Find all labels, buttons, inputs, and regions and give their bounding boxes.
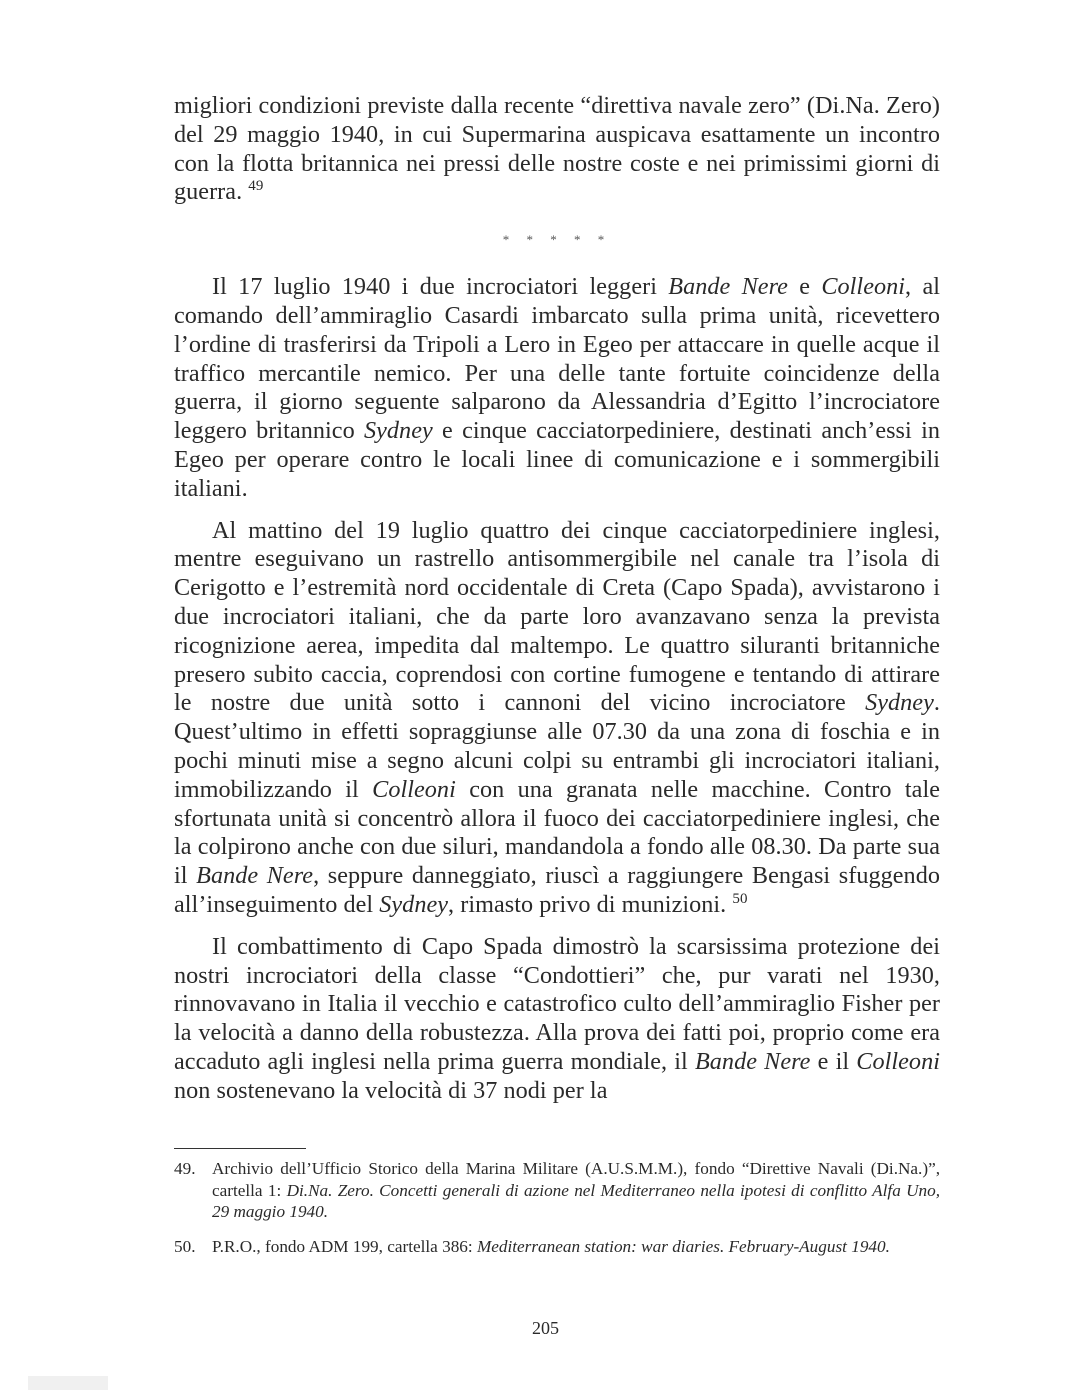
footnote-text: Archivio dell’Ufficio Storico della Marina Militare (A.U.S.M.M.), fondo “Direttive Navali (Di.Na.)”, cartella 1: Di.Na. Zero. Concetti generali di azione nel Mediterraneo nella ipotesi di conflitto Alfa Uno, 29 maggio 1940.: [212, 1159, 941, 1221]
scan-artifact: [28, 1376, 108, 1390]
paragraph-continuation: migliori condizioni previste dalla recente “direttiva navale zero” (Di.Na. Zero) del 29 maggio 1940, in cui Supermarina auspicava esattamente un incontro con la flotta britannica nei pressi delle nostre coste e nei primissimi giorni di guerra. $^{49}$: [174, 92, 940, 206]
footnote-49: [174, 1158, 940, 1223]
footnote-ref-49[interactable]: 49: [248, 178, 264, 195]
paragraph-1: Il 17 luglio 1940 i due incrociatori leggeri Bande Nere e Colleoni, al comando dell’ammiraglio Casardi imbarcato sulla prima unità, ricevettero l’ordine di trasferirsi da Tripoli a Lero in Egeo per attaccare in quelle acque il traffico mercantile nemico. Per una delle tante fortuite coincidenze della guerra, il giorno seguente salparono da Alessandria d’Egitto l’incrociatore leggero britannico Sydney e cinque cacciatorpediniere, destinati anch’essi in Egeo per operare contro le locali linee di comunicazione e i sommergibili italiani.: [174, 273, 940, 502]
section-separator: * * * * *: [502, 232, 612, 248]
footnotes: [174, 1158, 940, 1257]
footnote-50: [174, 1236, 940, 1258]
footnote-divider: [174, 1148, 306, 1149]
paragraph-3: Il combattimento di Capo Spada dimostrò la scarsissima protezione dei nostri incrociatori della classe “Condottieri” che, pur varati nel 1930, rinnovavano in Italia il vecchio e catastrofico culto dell’ammiraglio Fisher per la velocità a danno della robustezza. Alla prova dei fatti poi, proprio come era accaduto agli inglesi nella prima guerra mondiale, il Bande Nere e il Colleoni non sostenevano la velocità di 37 nodi per la: [174, 932, 940, 1104]
footnote-ref-50[interactable]: 50: [732, 890, 748, 907]
main-text: [174, 92, 940, 1106]
page-number: 205: [532, 1318, 559, 1338]
footnote-number: 50.: [174, 1236, 196, 1256]
paragraph-2: Al mattino del 19 luglio quattro dei cinque cacciatorpediniere inglesi, mentre eseguivano un rastrello antisommergibile nel canale tra l’isola di Cerigotto e l’estremità nord occidentale di Creta (Capo Spada), avvistarono i due incrociatori italiani, che da parte loro avanzavano senza la prevista ricognizione aerea, impedita dal maltempo. Le quattro siluranti britanniche presero subito caccia, coprendosi con cortine fumogene e tentando di attirare le nostre due unità sotto i cannoni del vicino incrociatore Sydney. Quest’ultimo in effetti sopraggiunse alle 07.30 da una zona di foschia e in pochi minuti mise a segno alcuni colpi su entrambi gli incrociatori italiani, immobilizzando il Colleoni con una granata nelle macchine. Contro tale sfortunata unità si concentrò allora il fuoco dei cacciatorpediniere inglesi, che la colpirono anche con due siluri, mandandola a fondo alle 08.30. Da parte sua il Bande Nere, seppure danneggiato, riuscì a raggiungere Bengasi sfuggendo all’inseguimento del Sydney, rimasto privo di munizioni. $^{50}$: [174, 516, 941, 918]
footnote-number: 49.: [174, 1159, 196, 1178]
footnote-text: P.R.O., fondo ADM 199, cartella 386: Mediterranean station: war diaries. February-August 1940.: [212, 1236, 890, 1256]
